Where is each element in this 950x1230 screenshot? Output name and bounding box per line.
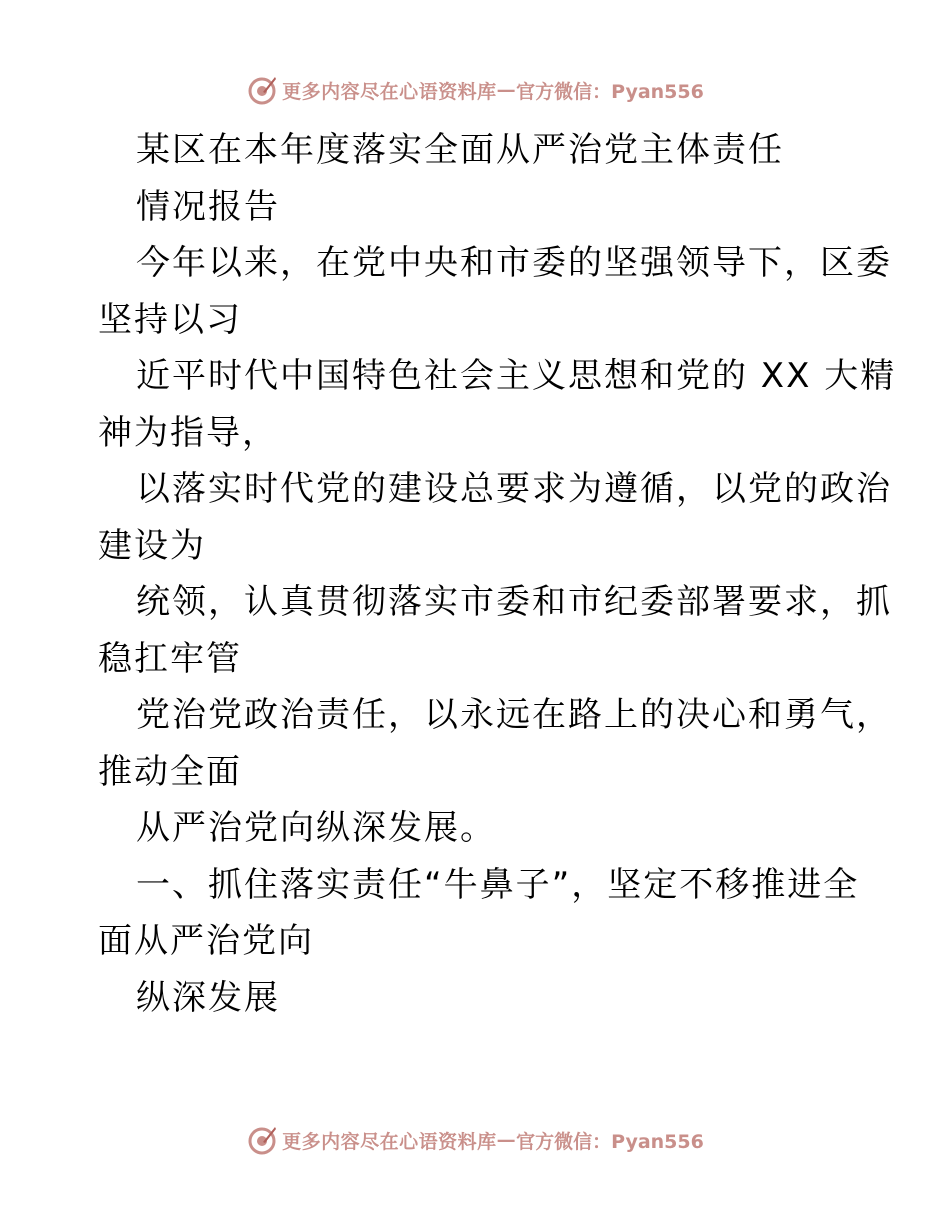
paragraph-line: 近平时代中国特色社会主义思想和党的 XX 大精 xyxy=(136,356,897,396)
title-line-2: 情况报告 xyxy=(136,186,280,227)
paragraph-line: 稳扛牢管 xyxy=(98,638,242,679)
quill-seal-icon xyxy=(246,1124,278,1156)
section-heading-line: 一、抓住落实责任“牛鼻子”，坚定不移推进全 xyxy=(136,864,860,905)
header-site-text: 更多内容尽在心语资料库 xyxy=(282,80,497,103)
paragraph-line: 神为指导， xyxy=(98,412,278,453)
title-line-1: 某区在本年度落实全面从严治党主体责任 xyxy=(136,130,784,170)
footer-site-text: 更多内容尽在心语资料库 xyxy=(282,1130,497,1153)
section-heading-line: 纵深发展 xyxy=(136,977,280,1018)
paragraph-line: 统领，认真贯彻落实市委和市纪委部署要求，抓 xyxy=(136,582,892,622)
section-heading-line: 面从严治党向 xyxy=(98,921,314,961)
paragraph-line: 党治党政治责任，以永远在路上的决心和勇气， xyxy=(136,695,892,735)
header-wechat-text: 官方微信：Pyan556 xyxy=(516,80,704,103)
footer-watermark xyxy=(0,1120,950,1160)
paragraph-line: 从严治党向纵深发展。 xyxy=(136,808,496,848)
footer-dash: — xyxy=(496,1129,517,1151)
paragraph-line: 推动全面 xyxy=(98,751,242,792)
paragraph-line: 建设为 xyxy=(98,525,206,566)
quill-seal-icon xyxy=(246,74,278,106)
paragraph-line: 今年以来，在党中央和市委的坚强领导下，区委 xyxy=(136,243,892,283)
paragraph-line: 坚持以习 xyxy=(98,299,242,340)
document-body xyxy=(98,122,897,1026)
header-watermark xyxy=(0,70,950,110)
header-dash: — xyxy=(496,79,517,101)
paragraph-line: 以落实时代党的建设总要求为遵循，以党的政治 xyxy=(136,469,892,509)
footer-wechat-text: 官方微信：Pyan556 xyxy=(516,1130,704,1153)
